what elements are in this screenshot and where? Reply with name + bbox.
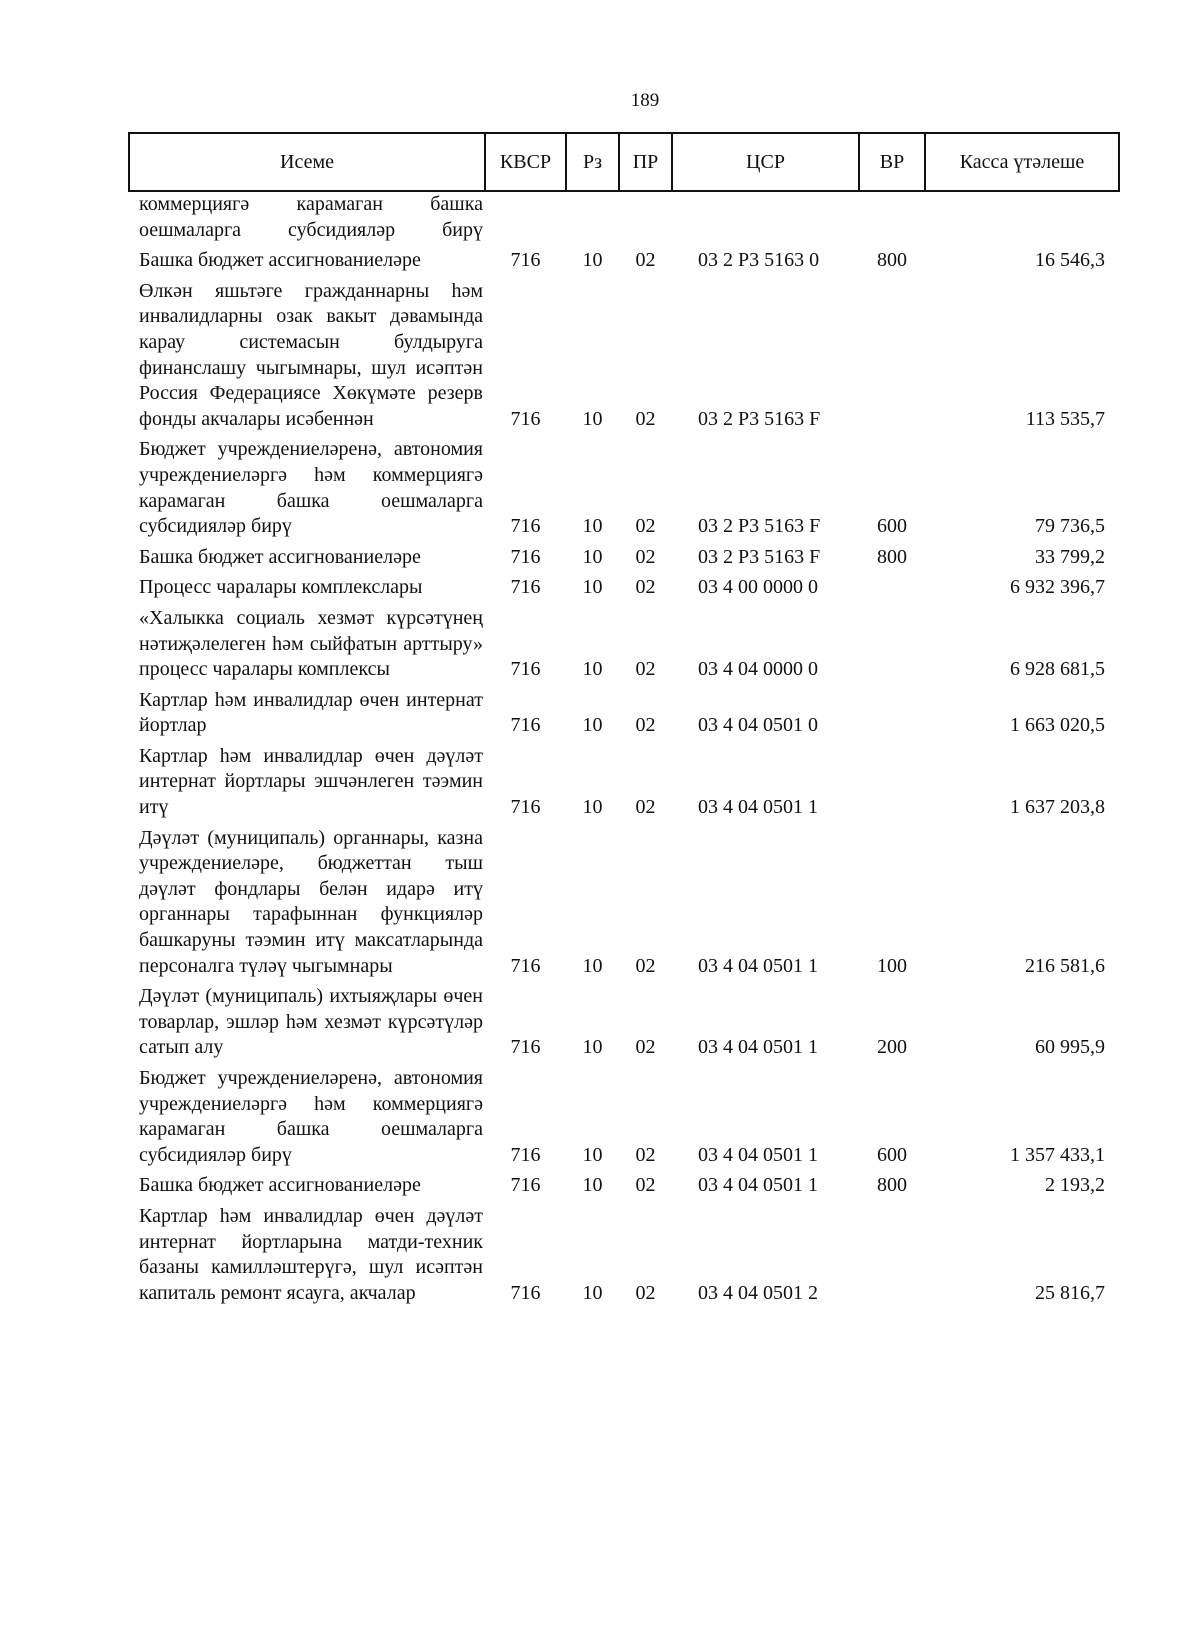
- cell-kvsr: 716: [510, 658, 541, 681]
- header-kvsr: КВСР: [485, 133, 566, 191]
- cell-rz: 10: [582, 796, 603, 819]
- table-row: [129, 191, 1119, 248]
- cell-csr: 03 4 04 0501 1: [698, 954, 818, 977]
- cell-amount: 216 581,6: [1025, 954, 1105, 977]
- cell-amount: 1 357 433,1: [1010, 1143, 1105, 1166]
- table-row: [129, 248, 1119, 279]
- cell-amount: 6 932 396,7: [1010, 576, 1105, 599]
- cell-vr: 600: [877, 515, 907, 538]
- cell-vr: [859, 744, 925, 826]
- cell-vr: 100: [877, 954, 907, 977]
- cell-amount: 16 546,3: [1035, 249, 1105, 272]
- cell-kvsr: 716: [510, 515, 541, 538]
- cell-kvsr: 716: [510, 796, 541, 819]
- cell-csr: 03 2 Р3 5163 F: [698, 515, 821, 538]
- cell-csr: 03 4 04 0501 1: [698, 1036, 818, 1059]
- cell-name: Башка бюджет ассигнованиеләре: [139, 1174, 421, 1197]
- cell-pr: [619, 191, 672, 248]
- cell-vr: [859, 279, 925, 438]
- cell-vr: [859, 1204, 925, 1311]
- cell-pr: 02: [635, 1036, 656, 1059]
- table-row: [129, 437, 1119, 544]
- cell-amount: 113 535,7: [1025, 407, 1105, 430]
- cell-kvsr: 716: [510, 714, 541, 737]
- cell-rz: 10: [582, 545, 603, 568]
- table-body: [129, 191, 1119, 1311]
- cell-kvsr: 716: [510, 1281, 541, 1304]
- page-number: 189: [630, 90, 660, 111]
- cell-vr: 600: [877, 1143, 907, 1166]
- cell-kvsr: 716: [510, 954, 541, 977]
- cell-name: Картлар һәм инвалидлар өчен дәүләт интернат йортларына матди-техник базаны камилләштерүгә, шул исәптән капиталь ремонт ясауга, акчалар: [139, 1204, 483, 1304]
- cell-vr: 800: [877, 1174, 907, 1197]
- cell-vr: 800: [877, 545, 907, 568]
- cell-rz: 10: [582, 407, 603, 430]
- cell-amount: 60 995,9: [1035, 1036, 1105, 1059]
- cell-rz: 10: [582, 249, 603, 272]
- cell-pr: 02: [635, 954, 656, 977]
- cell-pr: 02: [635, 407, 656, 430]
- cell-csr: [672, 191, 859, 248]
- header-pr: ПР: [619, 133, 672, 191]
- header-row: [129, 133, 1119, 191]
- table-row: [129, 826, 1119, 985]
- cell-csr: 03 4 04 0501 1: [698, 796, 818, 819]
- cell-pr: 02: [635, 1174, 656, 1197]
- cell-vr: [859, 191, 925, 248]
- cell-pr: 02: [635, 714, 656, 737]
- table-row: [129, 984, 1119, 1066]
- cell-vr: [859, 688, 925, 744]
- cell-vr: 200: [877, 1036, 907, 1059]
- cell-csr: 03 2 Р3 5163 F: [698, 545, 821, 568]
- cell-name: Бюджет учреждениеләренә, автономия учреждениеләргә һәм коммерциягә карамаган башка оешмаларга субсидияләр бирү: [139, 438, 483, 538]
- table-header: [129, 133, 1119, 191]
- cell-amount: 1 637 203,8: [1010, 796, 1105, 819]
- cell-name: Дәүләт (муниципаль) органнары, казна учреждениеләре, бюджеттан тыш дәүләт фондлары белән идарә итү органнары тарафыннан функцияләр башкаруны тәэмин итү максатларында персоналга түләү чыгымнары: [139, 826, 483, 977]
- cell-csr: 03 4 00 0000 0: [698, 576, 818, 599]
- header-name: Исеме: [129, 133, 485, 191]
- cell-amount: [925, 191, 1119, 248]
- cell-csr: 03 4 04 0501 0: [698, 714, 818, 737]
- header-rz: Рз: [566, 133, 619, 191]
- cell-name: Процесс чаралары комплекслары: [139, 576, 423, 599]
- cell-vr: [859, 575, 925, 606]
- cell-rz: 10: [582, 1036, 603, 1059]
- cell-name: «Халыкка социаль хезмәт күрсәтүнең нәтиҗәлелеген һәм сыйфатын арттыру» процесс чаралары комплексы: [139, 606, 483, 681]
- table-row: [129, 279, 1119, 438]
- cell-amount: 33 799,2: [1035, 545, 1105, 568]
- cell-amount: 2 193,2: [1045, 1174, 1105, 1197]
- table-row: [129, 606, 1119, 688]
- table-row: [129, 744, 1119, 826]
- cell-csr: 03 2 Р3 5163 F: [698, 407, 821, 430]
- cell-name: Башка бюджет ассигнованиеләре: [139, 545, 421, 568]
- cell-csr: 03 2 Р3 5163 0: [698, 249, 820, 272]
- cell-csr: 03 4 04 0000 0: [698, 658, 818, 681]
- cell-csr: 03 4 04 0501 2: [698, 1281, 818, 1304]
- table-row: [129, 575, 1119, 606]
- cell-kvsr: 716: [510, 1036, 541, 1059]
- cell-pr: 02: [635, 576, 656, 599]
- cell-pr: 02: [635, 515, 656, 538]
- cell-amount: 79 736,5: [1035, 515, 1105, 538]
- cell-kvsr: 716: [510, 249, 541, 272]
- cell-amount: 6 928 681,5: [1010, 658, 1105, 681]
- table-row: [129, 545, 1119, 576]
- cell-vr: [859, 606, 925, 688]
- cell-rz: [566, 191, 619, 248]
- cell-rz: 10: [582, 1143, 603, 1166]
- cell-kvsr: 716: [510, 1174, 541, 1197]
- table-row: [129, 688, 1119, 744]
- budget-table: [128, 132, 1120, 1311]
- cell-amount: 25 816,7: [1035, 1281, 1105, 1304]
- cell-vr: 800: [877, 249, 907, 272]
- cell-amount: 1 663 020,5: [1010, 714, 1105, 737]
- cell-name: Картлар һәм инвалидлар өчен интернат йортлар: [139, 688, 483, 737]
- cell-name: Картлар һәм инвалидлар өчен дәүләт интернат йортлары эшчәнлеген тәэмин итү: [139, 744, 483, 819]
- cell-kvsr: 716: [510, 545, 541, 568]
- header-csr: ЦСР: [672, 133, 859, 191]
- cell-csr: 03 4 04 0501 1: [698, 1143, 818, 1166]
- cell-name: Өлкән яшьтәге гражданнарны һәм инвалидларны озак вакыт дәвамында карау системасын булдыруга финанслашу чыгымнары, шул исәптән Россия Федерациясе Хөкүмәте резерв фонды акчалары исәбеннән: [139, 279, 483, 430]
- cell-pr: 02: [635, 658, 656, 681]
- table-row: [129, 1204, 1119, 1311]
- cell-kvsr: 716: [510, 407, 541, 430]
- cell-pr: 02: [635, 545, 656, 568]
- cell-rz: 10: [582, 576, 603, 599]
- cell-kvsr: [485, 191, 566, 248]
- cell-pr: 02: [635, 1143, 656, 1166]
- cell-rz: 10: [582, 1174, 603, 1197]
- table-row: [129, 1066, 1119, 1173]
- cell-kvsr: 716: [510, 576, 541, 599]
- cell-name: Бюджет учреждениеләренә, автономия учреждениеләргә һәм коммерциягә карамаган башка оешмаларга субсидияләр бирү: [139, 1067, 483, 1166]
- cell-pr: 02: [635, 1281, 656, 1304]
- cell-rz: 10: [582, 714, 603, 737]
- cell-name: Дәүләт (муниципаль) ихтыяҗлары өчен товарлар, эшләр һәм хезмәт күрсәтүләр сатып алу: [139, 985, 483, 1059]
- cell-rz: 10: [582, 658, 603, 681]
- cell-rz: 10: [582, 954, 603, 977]
- cell-csr: 03 4 04 0501 1: [698, 1174, 818, 1197]
- cell-rz: 10: [582, 515, 603, 538]
- cell-pr: 02: [635, 249, 656, 272]
- cell-name: Башка бюджет ассигнованиеләре: [139, 249, 421, 272]
- cell-pr: 02: [635, 796, 656, 819]
- cell-kvsr: 716: [510, 1143, 541, 1166]
- cell-name: коммерциягә карамаган башка оешмаларга субсидияләр бирү: [139, 193, 483, 241]
- header-vr: ВР: [859, 133, 925, 191]
- table-row: [129, 1173, 1119, 1204]
- header-amount: Касса үтәлеше: [925, 133, 1119, 191]
- cell-rz: 10: [582, 1281, 603, 1304]
